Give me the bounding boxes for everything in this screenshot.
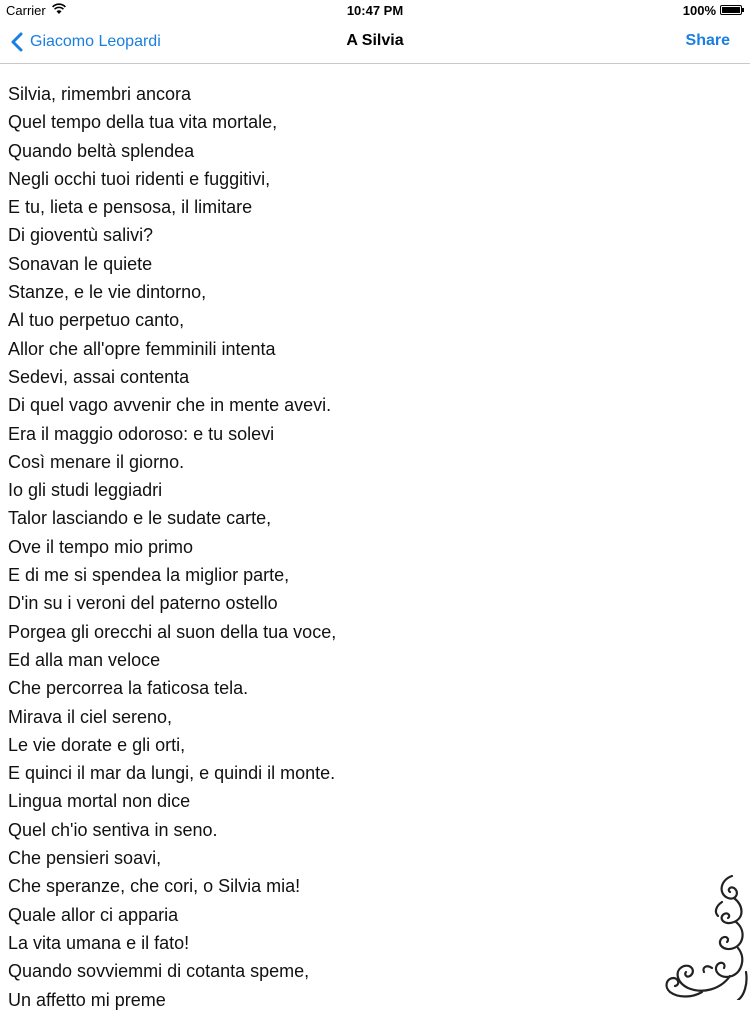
carrier-label: Carrier [6, 3, 46, 18]
poem-line: Quel ch'io sentiva in seno. [8, 819, 218, 840]
poem-line: Le vie dorate e gli orti, [8, 734, 186, 755]
poem-line: Un affetto mi preme [8, 989, 166, 1010]
poem-line: La vita umana e il fato! [8, 932, 190, 953]
poem-line: Quando sovviemmi di cotanta speme, [8, 961, 310, 982]
poem-line: Ove il tempo mio primo [8, 536, 194, 557]
status-time: 10:47 PM [346, 3, 404, 18]
poem-line: Silvia, rimembri ancora [8, 84, 192, 104]
poem-line: Era il maggio odoroso: e tu solevi [8, 423, 275, 444]
poem-line: Al tuo perpetuo canto, [8, 310, 185, 331]
poem-line: Quando beltà splendea [8, 140, 195, 161]
navigation-bar [0, 22, 750, 64]
poem-line: Che pensieri soavi, [8, 848, 162, 869]
status-bar [0, 0, 750, 22]
back-button-label: Giacomo Leopardi [30, 33, 161, 50]
poem-line: Stanze, e le vie dintorno, [8, 282, 207, 303]
poem-line: Quel tempo della tua vita mortale, [8, 112, 278, 133]
page-title: A Silvia [346, 32, 404, 49]
poem-line: Di quel vago avvenir che in mente avevi. [8, 395, 332, 416]
poem-text [8, 80, 708, 1014]
poem-line: Porgea gli orecchi al suon della tua voce, [8, 621, 337, 642]
poem-line: Ed alla man veloce [8, 649, 161, 670]
share-button[interactable]: Share [685, 32, 730, 49]
poem-line: Talor lasciando e le sudate carte, [8, 508, 272, 529]
poem-line: Sonavan le quiete [8, 253, 153, 274]
battery-percent: 100% [682, 3, 716, 18]
poem-line: Che percorrea la faticosa tela. [8, 678, 249, 699]
poem-line: Lingua mortal non dice [8, 791, 191, 812]
poem-line: E tu, lieta e pensosa, il limitare [8, 197, 253, 218]
poem-line: Così menare il giorno. [8, 451, 185, 472]
poem-line: Mirava il ciel sereno, [8, 706, 173, 727]
battery-icon [720, 5, 742, 15]
poem-line: Sedevi, assai contenta [8, 366, 190, 387]
poem-line: Quale allor ci apparia [8, 904, 179, 925]
ornament-flourish-icon [662, 872, 748, 1000]
poem-line: Io gli studi leggiadri [8, 480, 163, 501]
poem-line: Negli occhi tuoi ridenti e fuggitivi, [8, 168, 271, 189]
poem-line: E quinci il mar da lungi, e quindi il monte. [8, 763, 336, 784]
poem-line: Di gioventù salivi? [8, 225, 154, 246]
poem-line: E di me si spendea la miglior parte, [8, 565, 290, 586]
poem-line: D'in su i veroni del paterno ostello [8, 593, 278, 614]
poem-line: Che speranze, che cori, o Silvia mia! [8, 876, 301, 897]
poem-line: Allor che all'opre femminili intenta [8, 338, 276, 359]
